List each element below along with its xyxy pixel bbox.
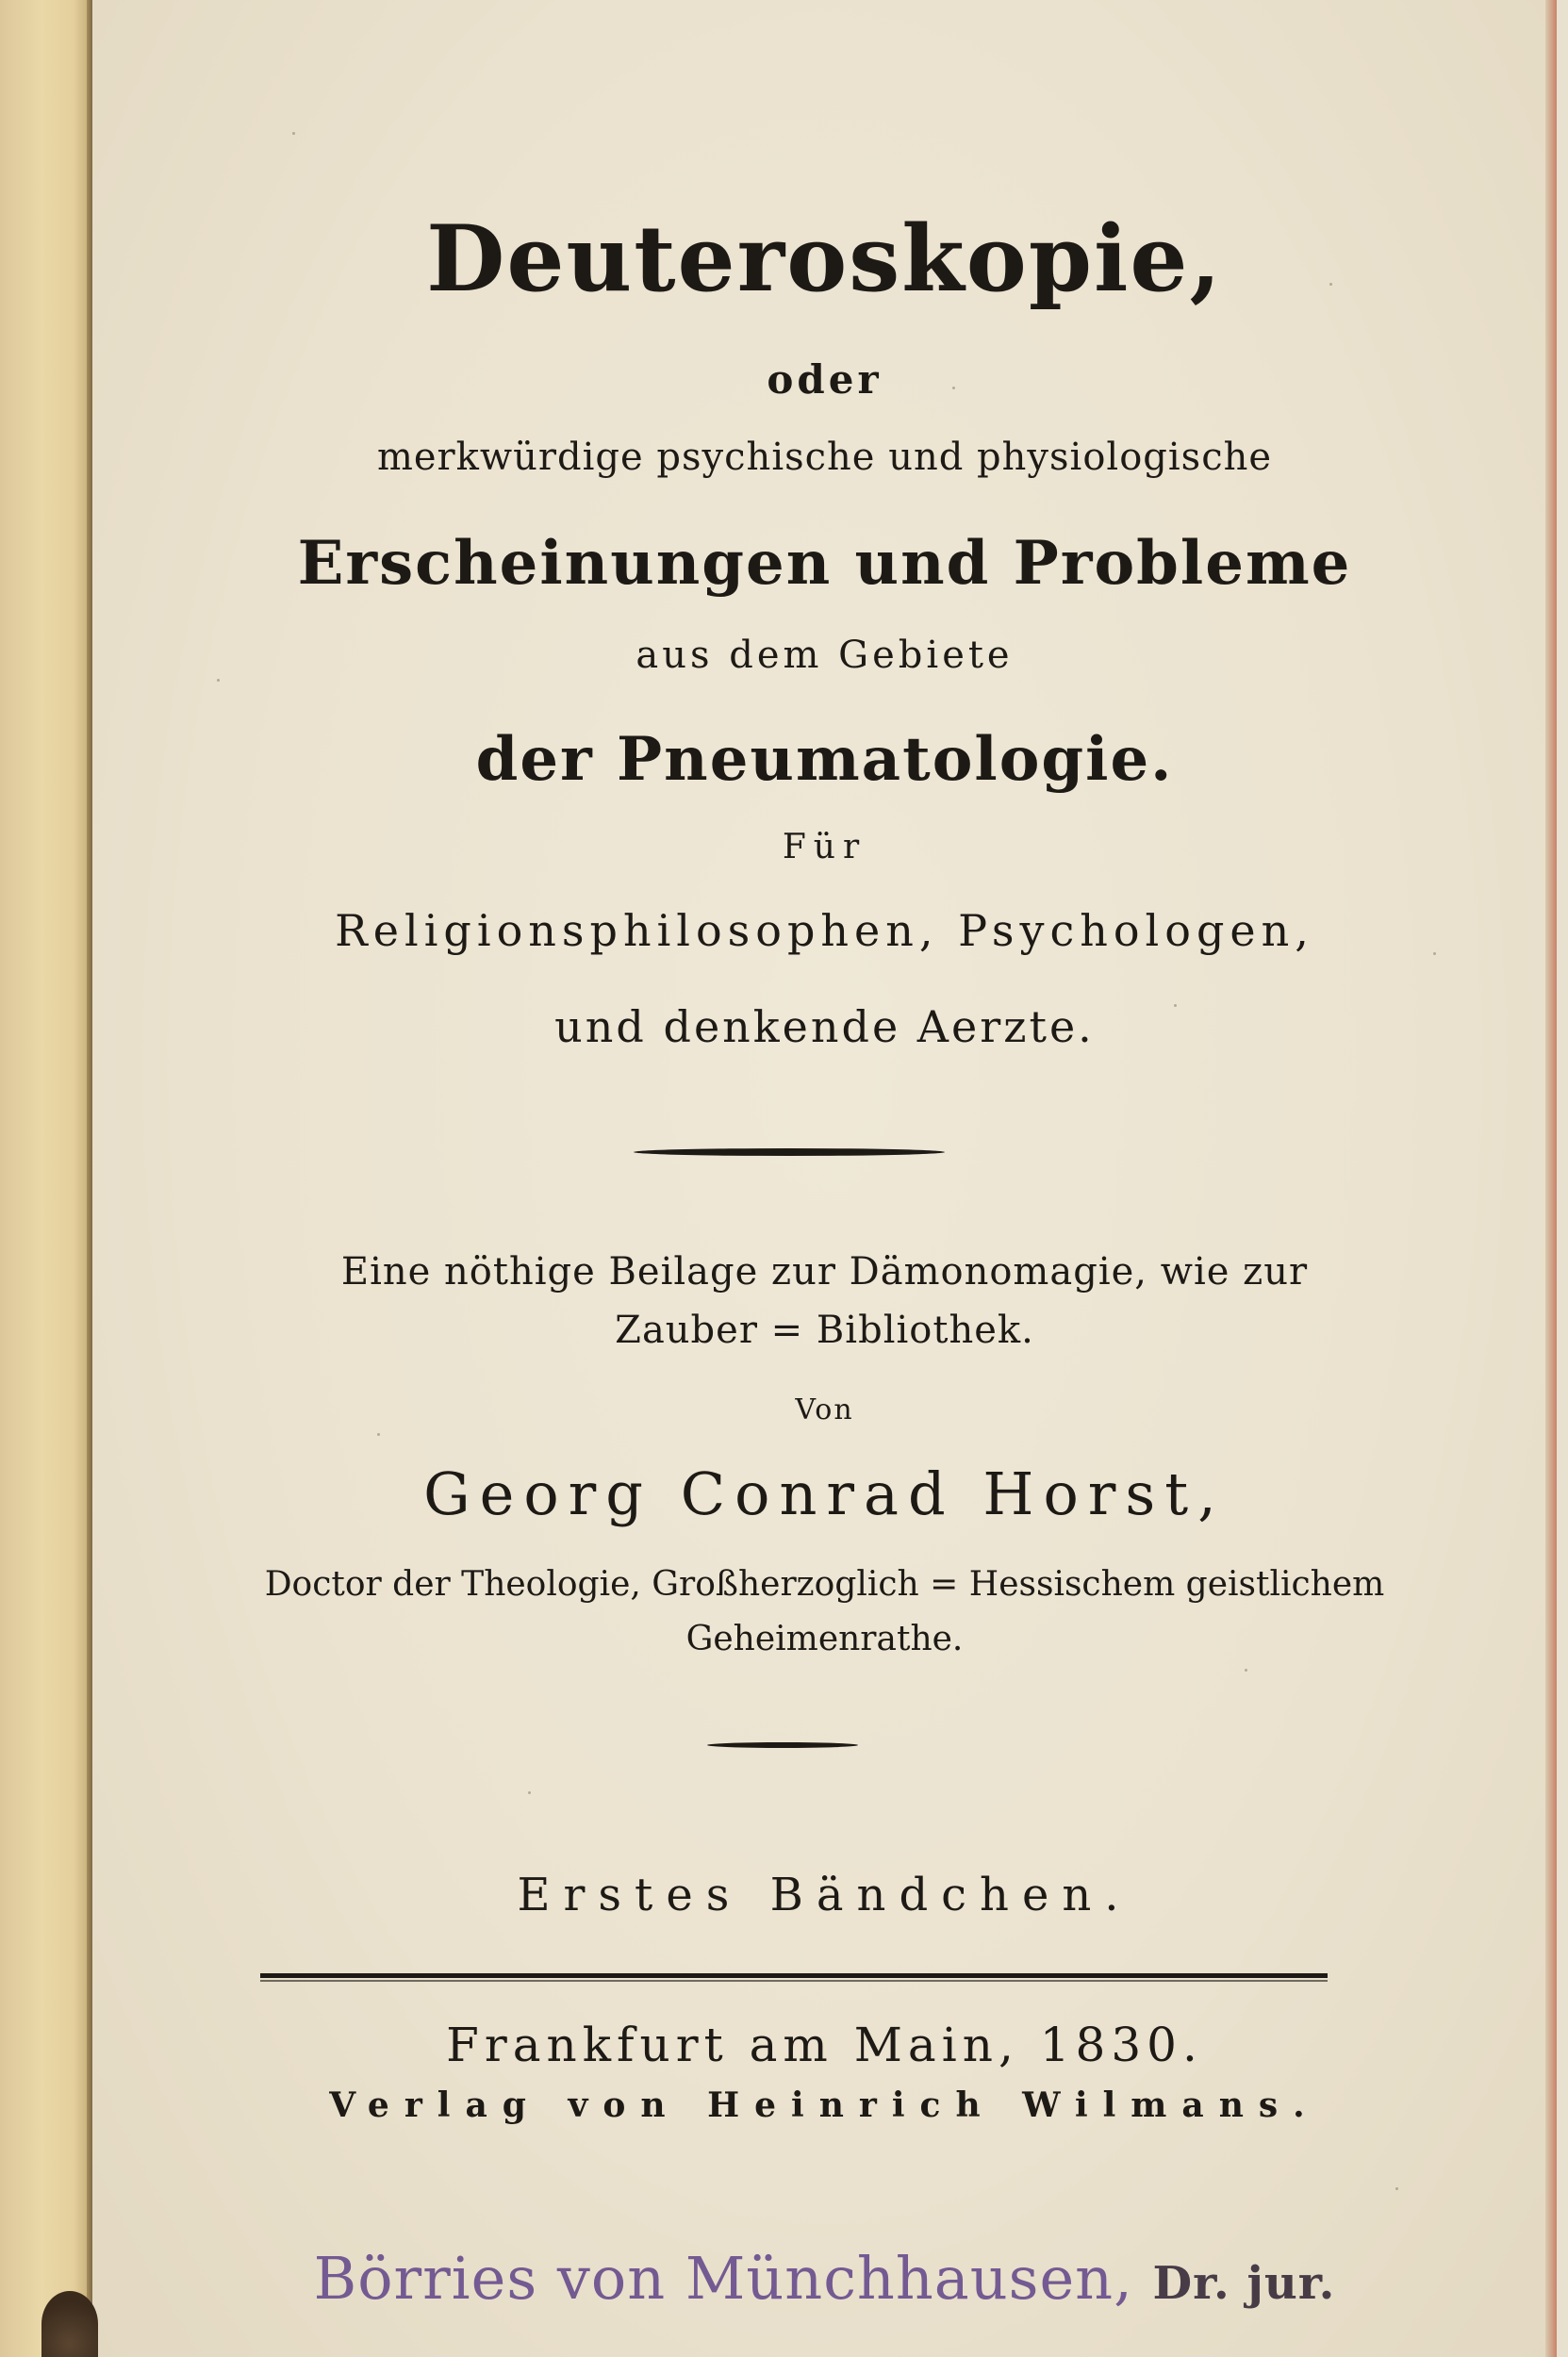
for-label: Für (782, 828, 867, 866)
title-page (92, 0, 1557, 2357)
ornamental-rule (634, 1148, 945, 1156)
paper-speck (528, 1791, 531, 1794)
paper-speck (292, 132, 295, 135)
stamp-suffix: Dr. jur. (1152, 2257, 1336, 2310)
by-label: Von (795, 1393, 854, 1426)
subtitle-line-3: aus dem Gebiete (635, 634, 1014, 677)
paper-speck (217, 679, 220, 682)
subtitle-line-4: der Pneumatologie. (475, 724, 1174, 795)
left-page-edge (0, 0, 92, 2357)
page-right-edge (1545, 0, 1557, 2357)
imprint-rule-thin (260, 1980, 1328, 1982)
subtitle-line-1: merkwürdige psychische und physiologische (376, 436, 1273, 479)
ornamental-rule (707, 1742, 858, 1748)
title-connector: oder (767, 356, 883, 403)
note-line-2: Zauber = Bibliothek. (615, 1309, 1034, 1352)
audience-line-2: und denkende Aerzte. (554, 1001, 1095, 1052)
author-credentials-line-2: Geheimenrathe. (685, 1620, 964, 1658)
paper-speck (377, 1433, 380, 1436)
author-credentials-line-1: Doctor der Theologie, Großherzoglich = Hessischem geistlichem (264, 1565, 1385, 1604)
paper-speck (1395, 2187, 1398, 2190)
imprint-place-year: Frankfurt am Main, 1830. (446, 2018, 1203, 2072)
imprint-publisher: Verlag von Heinrich Wilmans. (329, 2085, 1320, 2125)
subtitle-line-2: Erscheinungen und Probleme (297, 528, 1352, 599)
note-line-1: Eine nöthige Beilage zur Dämonomagie, wie zur (340, 1250, 1309, 1294)
audience-line-1: Religionsphilosophen, Psychologen, (335, 905, 1314, 956)
author-name: Georg Conrad Horst, (423, 1459, 1226, 1528)
imprint-rule (260, 1973, 1328, 1978)
binding-corner (41, 2291, 98, 2357)
paper-speck (1245, 1669, 1247, 1672)
book-title: Deuteroskopie, (426, 206, 1223, 312)
stamp-name: Börries von Münchhausen, (313, 2244, 1133, 2313)
ownership-stamp (92, 2244, 1557, 2313)
volume-label: Erstes Bändchen. (517, 1869, 1132, 1921)
